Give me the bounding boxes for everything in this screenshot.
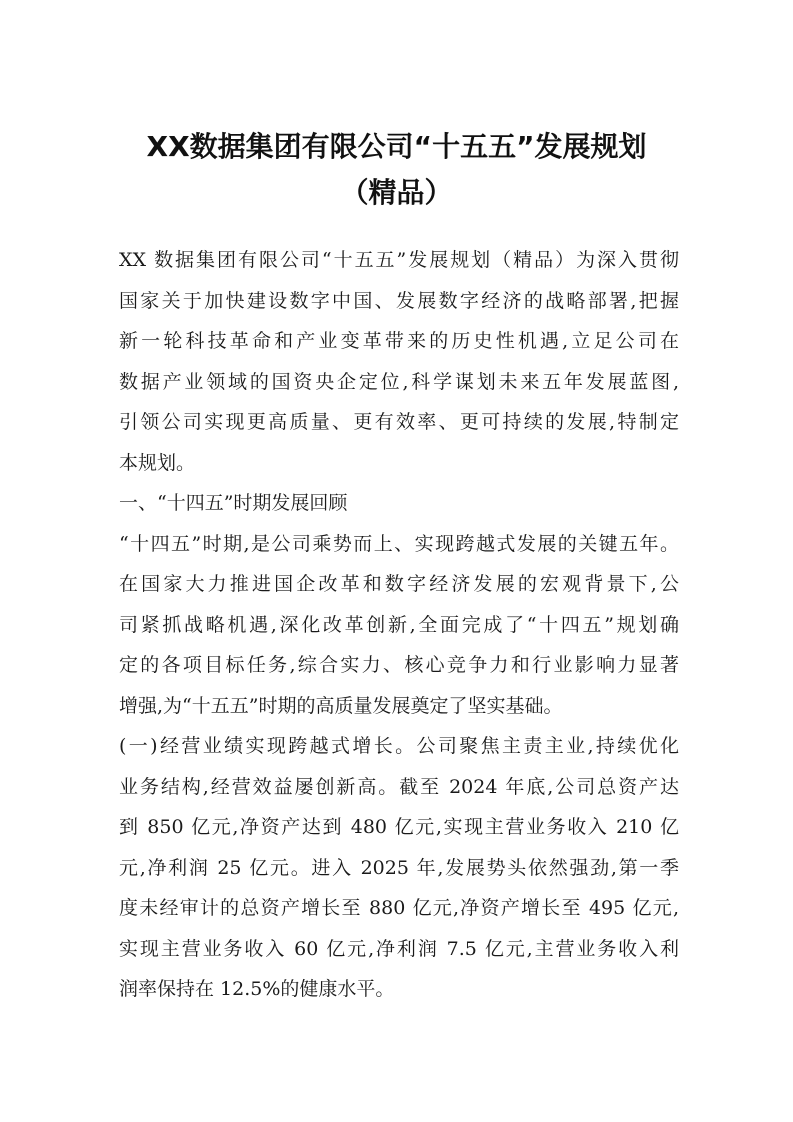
intro-line: 新一轮科技革命和产业变革带来的历史性机遇,立足公司在 [119, 330, 679, 352]
document-title-suffix: （精品） [340, 176, 453, 209]
section-heading: 一、“十四五”时期发展回顾 [119, 492, 348, 514]
section-line: 增强,为“十五五”时期的高质量发展奠定了坚实基础。 [119, 694, 563, 717]
subsection-line: 元,净利润 25 亿元。进入 2025 年,发展势头依然强劲,第一季 [119, 856, 679, 879]
intro-line: 本规划。 [119, 451, 196, 474]
section-line: “十四五”时期,是公司乘势而上、实现跨越式发展的关键五年。 [119, 532, 679, 555]
document-title: XX数据集团有限公司“十五五”发展规划 [146, 130, 647, 163]
subsection-line: 实现主营业务收入 60 亿元,净利润 7.5 亿元,主营业务收入利 [119, 937, 679, 960]
intro-line: 数据产业领域的国资央企定位,科学谋划未来五年发展蓝图, [119, 370, 679, 393]
intro-line: XX 数据集团有限公司“十五五”发展规划（精品）为深入贯彻 [119, 249, 679, 271]
intro-line: 引领公司实现更高质量、更有效率、更可持续的发展,特制定 [119, 411, 679, 433]
subsection-line: 润率保持在 12.5%的健康水平。 [119, 978, 395, 1000]
intro-line: 国家关于加快建设数字中国、发展数字经济的战略部署,把握 [119, 289, 679, 312]
section-line: 定的各项目标任务,综合实力、核心竞争力和行业影响力显著 [119, 654, 679, 676]
section-line: 在国家大力推进国企改革和数字经济发展的宏观背景下,公 [119, 573, 679, 595]
subsection-line: (一)经营业绩实现跨越式增长。公司聚焦主责主业,持续优化 [119, 735, 679, 757]
subsection-line: 业务结构,经营效益屡创新高。截至 2024 年底,公司总资产达 [119, 775, 679, 798]
subsection-line: 度未经审计的总资产增长至 880 亿元,净资产增长至 495 亿元, [119, 897, 679, 919]
document-body [119, 240, 679, 1010]
section-line: 司紧抓战略机遇,深化改革创新,全面完成了“十四五”规划确 [119, 613, 679, 636]
subsection-line: 到 850 亿元,净资产达到 480 亿元,实现主营业务收入 210 亿 [119, 816, 679, 838]
